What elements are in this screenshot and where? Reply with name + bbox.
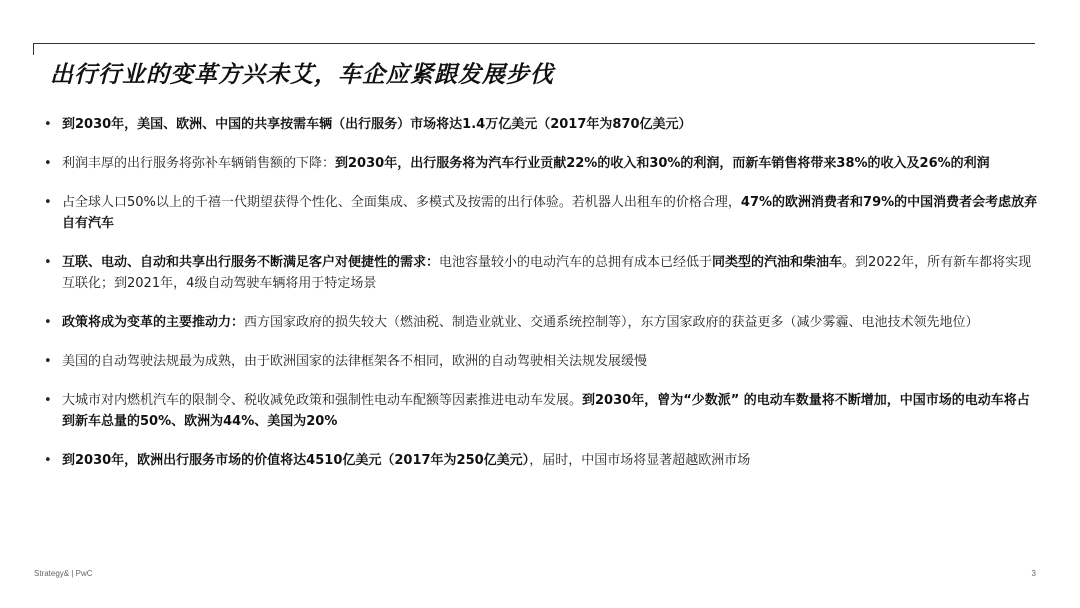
bullet-marker: • [44,315,52,330]
bullet-text [62,156,990,171]
bullet-segment: 占全球人口50%以上的千禧一代期望获得个性化、全面集成、多模式及按需的出行体验。若机器人出租车的价格合理， [62,195,741,210]
footer-source: Strategy& | PwC [34,569,93,578]
bullet-segment: 西方国家政府的损失较大（燃油税、制造业就业、交通系统控制等），东方国家政府的获益更多（减少雾霾、电池技术领先地位） [244,315,979,330]
bullet-item [40,390,1040,432]
bullet-item [40,192,1040,234]
bullet-bold-segment: 到2030年，曾为“少数派” 的电动车数量将不断增加，中国市场的电动车将占到新车总量的50%、欧洲为44%、美国为20% [62,393,1030,429]
bullet-marker: • [44,393,52,408]
bullet-item [40,114,1040,135]
bullet-segment: 电池容量较小的电动汽车的总拥有成本已经低于 [439,255,713,270]
bullet-text [62,393,1030,429]
bullet-segment: 。到2022年，所有新车都将实现互联化；到2021年，4级自动驾驶车辆将用于特定场景 [62,255,1032,291]
header-rule-tick [33,43,34,55]
bullet-bold-segment: 互联、电动、自动和共享出行服务不断满足客户对便捷性的需求： [62,255,440,270]
bullet-item [40,252,1040,294]
bullet-marker: • [44,354,52,369]
bullet-item [40,153,1040,174]
bullet-text [62,354,647,369]
bullet-item [40,351,1040,372]
bullet-text [62,453,750,468]
bullet-bold-segment: 到2030年，出行服务将为汽车行业贡献22%的收入和30%的利润，而新车销售将带来38%的收入及26%的利润 [335,156,990,171]
bullet-list [40,114,1040,489]
slide-title: 出行行业的变革方兴未艾，车企应紧跟发展步伐 [50,61,554,88]
bullet-segment: ，届时，中国市场将显著超越欧洲市场 [529,453,751,468]
bullet-text [62,195,1037,231]
bullet-marker: • [44,195,52,210]
bullet-marker: • [44,453,52,468]
bullet-bold-segment: 到2030年，美国、欧洲、中国的共享按需车辆（出行服务）市场将达1.4万亿美元（2017年为870亿美元） [62,117,692,132]
bullet-text [62,255,1031,291]
bullet-item [40,450,1040,471]
bullet-bold-segment: 政策将成为变革的主要推动力： [62,315,245,330]
bullet-marker: • [44,156,52,171]
bullet-marker: • [44,255,52,270]
bullet-item [40,312,1040,333]
page-number: 3 [1031,569,1036,578]
bullet-text [62,315,979,330]
bullet-segment: 大城市对内燃机汽车的限制令、税收减免政策和强制性电动车配额等因素推进电动车发展。 [62,393,583,408]
bullet-segment: 利润丰厚的出行服务将弥补车辆销售额的下降： [62,156,336,171]
bullet-text [62,117,692,132]
bullet-bold-segment: 47%的欧洲消费者和79%的中国消费者会考虑放弃自有汽车 [62,195,1038,231]
bullet-segment: 美国的自动驾驶法规最为成熟，由于欧洲国家的法律框架各不相同，欧洲的自动驾驶相关法规发展缓慢 [62,354,648,369]
bullet-bold-segment: 到2030年，欧洲出行服务市场的价值将达4510亿美元（2017年为250亿美元） [62,453,530,468]
header-rule [33,43,1035,44]
bullet-marker: • [44,117,52,132]
bullet-bold-segment: 同类型的汽油和柴油车 [712,255,843,270]
